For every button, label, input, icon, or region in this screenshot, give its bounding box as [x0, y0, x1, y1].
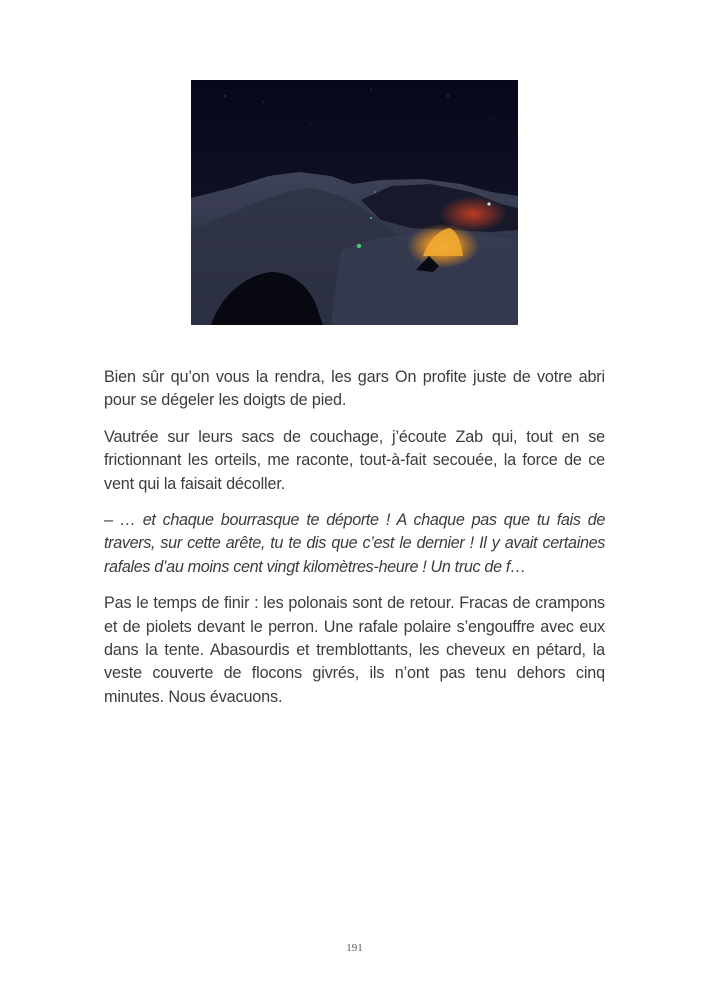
page-number: 191 [346, 942, 363, 954]
paragraph-1: Bien sûr qu’on vous la rendra, les gars On profite juste de votre abri pour se dégeler les doigts de pied. [104, 368, 605, 410]
paragraph-4: Pas le temps de finir : les polonais sont de retour. Fracas de crampons et de piolets devant le perron. Une rafale polaire s’engouffre avec eux dans la tente. Abasourdis et tremblottants, les cheveux en pétard, la veste couverte de flocons givrés, ils n’ont pas tenu dehors cinq minutes. Nous évacuons. [104, 594, 605, 706]
paragraph-3-dialogue: – … et chaque bourrasque te déporte ! A chaque pas que tu fais de travers, sur cette arête, tu te dis que c’est le dernier ! Il y avait certaines rafales d’au moins cent vingt kilomètres-heure ! Un truc de f… [104, 511, 605, 576]
paragraph-2: Vautrée sur leurs sacs de couchage, j’écoute Zab qui, tout en se frictionnant les orteils, me raconte, tout-à-fait secouée, la force de ce vent qui la faisait décoller. [104, 427, 605, 493]
body-text [104, 366, 605, 722]
night-mountain-camp-photo [191, 80, 518, 325]
